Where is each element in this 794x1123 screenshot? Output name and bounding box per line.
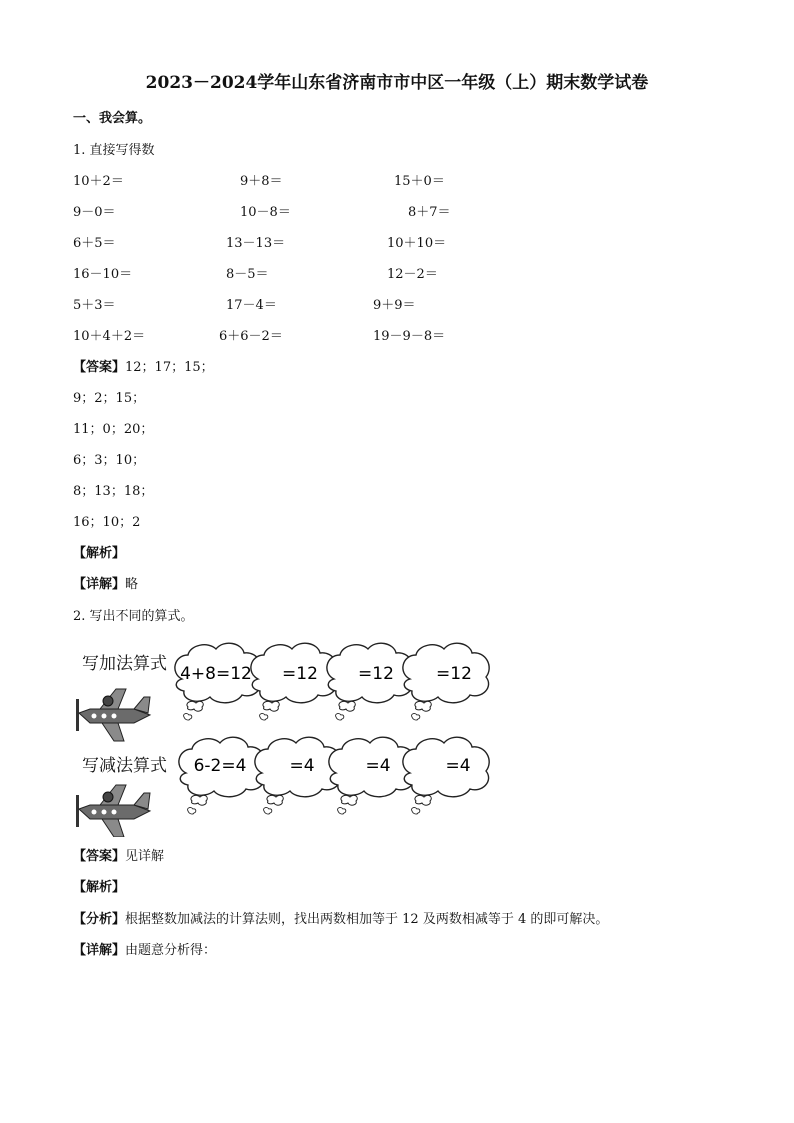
exercise-item: 6＋6－2＝ [219, 329, 283, 344]
exercise-item: 10＋4＋2＝ [73, 329, 146, 344]
answer-line: 11；0；20； [73, 422, 154, 437]
sub-cloud-text: =4 [365, 756, 391, 776]
exercise-item: 9＋9＝ [373, 298, 416, 313]
question-2-label: 2. 写出不同的算式。 [73, 609, 194, 624]
detail-tag: 【详解】 [73, 577, 126, 592]
question-1-label: 1. 直接写得数 [73, 143, 155, 158]
exercise-item: 16－10＝ [73, 267, 133, 282]
exercise-item: 5＋3＝ [73, 298, 116, 313]
add-cloud-text: =12 [282, 664, 318, 684]
exercise-item: 6＋5＝ [73, 236, 116, 251]
exercise-item: 8＋7＝ [408, 205, 451, 220]
detail-block [73, 943, 216, 959]
airplane-icon [76, 689, 150, 741]
exercise-item: 9－0＝ [73, 205, 116, 220]
exercise-item: 10＋2＝ [73, 174, 124, 189]
answer-block [73, 849, 164, 865]
sub-cloud-text: =4 [289, 756, 315, 776]
exercise-item: 19－9－8＝ [373, 329, 446, 344]
analysis-block [73, 912, 608, 928]
detail-tag: 【详解】 [73, 943, 126, 958]
airplane-icon [76, 785, 150, 837]
exercise-item: 12－2＝ [387, 267, 438, 282]
add-cloud-text: =12 [436, 664, 472, 684]
add-formula-label: 写加法算式 [82, 654, 167, 674]
q2-figure [72, 637, 492, 837]
analysis-tag: 【解析】 [73, 880, 126, 895]
answer-text: 见详解 [125, 849, 165, 864]
exercise-item: 10－8＝ [240, 205, 291, 220]
analysis-text: 根据整数加减法的计算法则，找出两数相加等于 12 及两数相减等于 4 的即可解决。 [125, 912, 609, 927]
answer-block [73, 360, 214, 376]
sub-cloud-text: 6-2=4 [193, 756, 247, 776]
add-cloud-text: =12 [358, 664, 394, 684]
analysis-sub-tag: 【分析】 [73, 912, 126, 927]
answer-line: 16；10；2 [73, 515, 141, 530]
answer-line: 6；3；10； [73, 453, 146, 468]
exercise-item: 13－13＝ [226, 236, 286, 251]
answer-tag: 【答案】 [73, 360, 126, 375]
exercise-item: 17－4＝ [226, 298, 277, 313]
add-cloud-row [175, 643, 489, 720]
detail-text: 略 [125, 577, 139, 592]
exercise-item: 10＋10＝ [387, 236, 447, 251]
answer-line: 8；13；18； [73, 484, 154, 499]
sub-formula-label: 写减法算式 [82, 756, 167, 776]
section-heading: 一、我会算。 [73, 111, 152, 126]
exercise-item: 8－5＝ [226, 267, 269, 282]
add-cloud-text: 4+8=12 [180, 664, 252, 684]
exercise-item: 15＋0＝ [394, 174, 445, 189]
detail-text: 由题意分析得： [125, 943, 217, 958]
sub-cloud-text: =4 [445, 756, 471, 776]
page-title: 2023－2024学年山东省济南市市中区一年级（上）期末数学试卷 [145, 73, 649, 93]
exercise-item: 9＋8＝ [240, 174, 283, 189]
answer-line: 12；17；15； [125, 360, 214, 375]
analysis-tag: 【解析】 [73, 546, 126, 561]
answer-line: 9；2；15； [73, 391, 146, 406]
detail-block [73, 577, 138, 593]
answer-tag: 【答案】 [73, 849, 126, 864]
sub-cloud-row [179, 737, 489, 814]
